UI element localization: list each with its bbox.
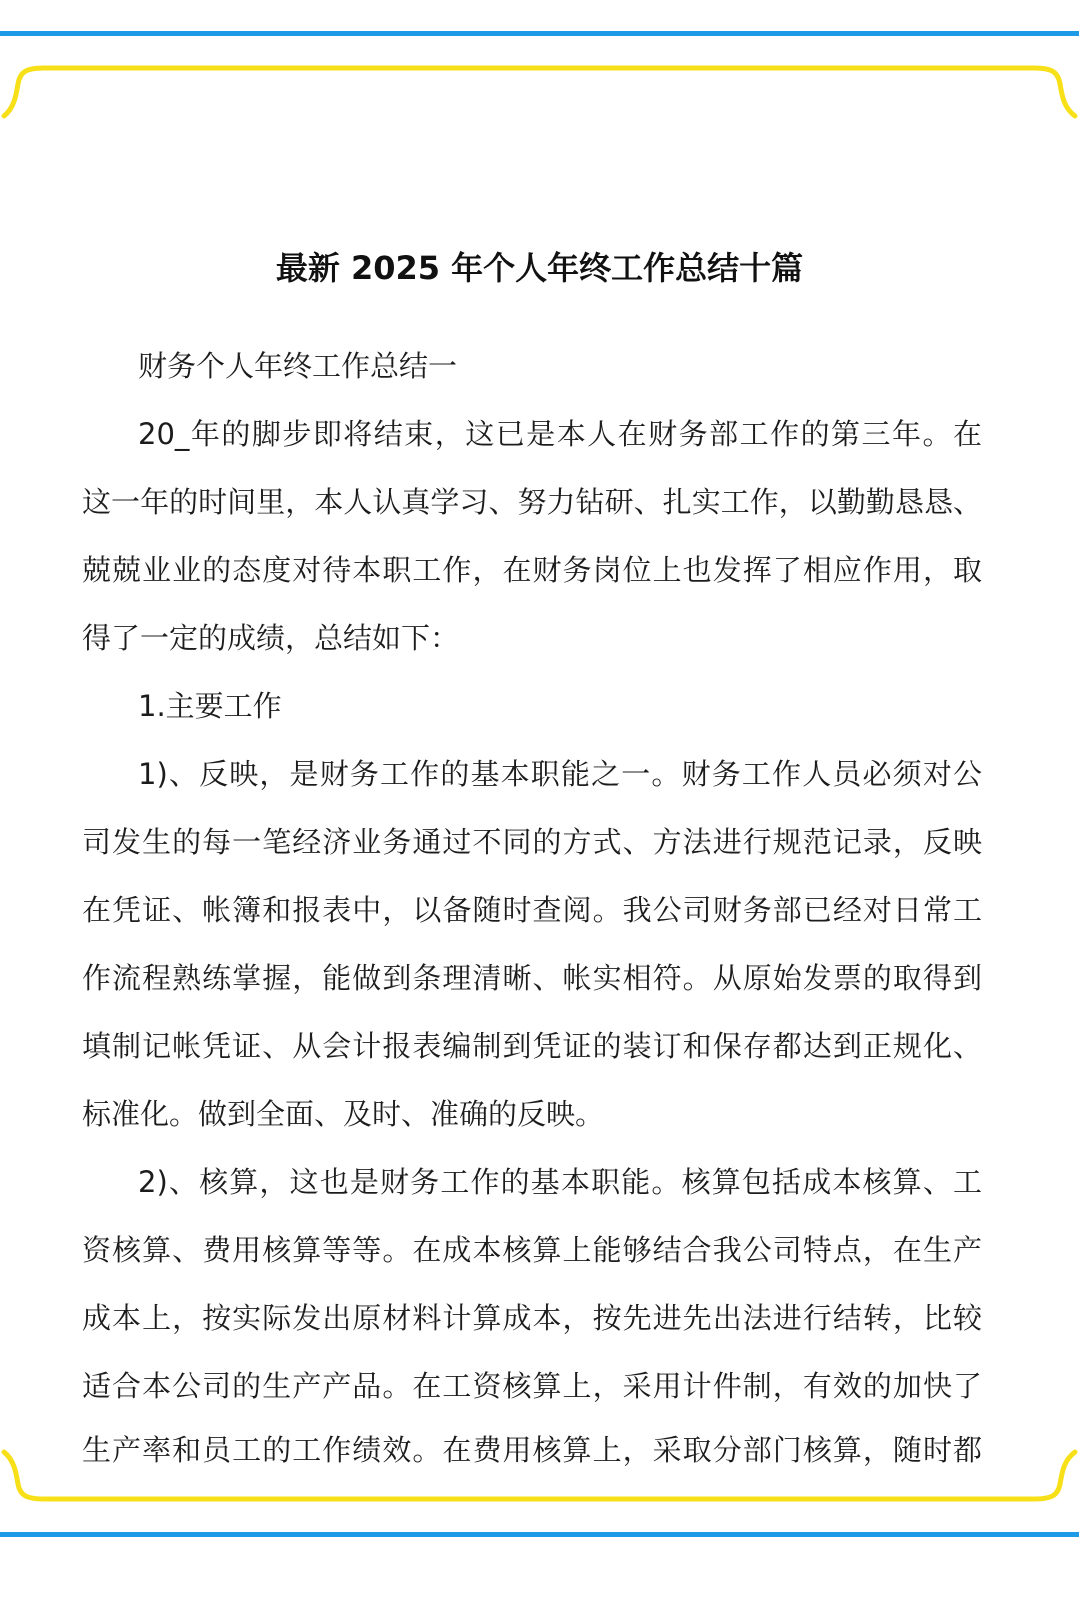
paragraph-line: 司发生的每一笔经济业务通过不同的方式、方法进行规范记录，反映 xyxy=(82,825,982,859)
document-title: 最新 2025 年个人年终工作总结十篇 xyxy=(275,249,804,287)
paragraph-line: 资核算、费用核算等等。在成本核算上能够结合我公司特点，在生产 xyxy=(82,1233,982,1267)
paragraph-line: 适合本公司的生产产品。在工资核算上，采用计件制，有效的加快了 xyxy=(82,1369,982,1403)
paragraph-line: 得了一定的成绩，总结如下： xyxy=(82,621,460,655)
top-blue-rule xyxy=(0,31,1079,36)
paragraph-line: 填制记帐凭证、从会计报表编制到凭证的装订和保存都达到正规化、 xyxy=(82,1029,982,1063)
paragraph-line: 这一年的时间里，本人认真学习、努力钻研、扎实工作，以勤勤恳恳、 xyxy=(82,485,982,519)
top-yellow-bracket xyxy=(4,68,1075,116)
paragraph-line: 成本上，按实际发出原材料计算成本，按先进先出法进行结转，比较 xyxy=(82,1301,982,1335)
subsection-heading: 1.主要工作 xyxy=(138,689,282,723)
paragraph-line: 在凭证、帐簿和报表中，以备随时查阅。我公司财务部已经对日常工 xyxy=(82,893,982,927)
paragraph-line: 作流程熟练掌握，能做到条理清晰、帐实相符。从原始发票的取得到 xyxy=(82,961,982,995)
paragraph-line: 1)、反映，是财务工作的基本职能之一。财务工作人员必须对公 xyxy=(138,757,982,791)
paragraph-line: 生产率和员工的工作绩效。在费用核算上，采取分部门核算，随时都 xyxy=(82,1433,982,1467)
paragraph-line: 2)、核算，这也是财务工作的基本职能。核算包括成本核算、工 xyxy=(138,1165,982,1199)
paragraph-line: 20_年的脚步即将结束，这已是本人在财务部工作的第三年。在 xyxy=(138,417,982,451)
section-heading: 财务个人年终工作总结一 xyxy=(138,349,458,383)
paragraph-line: 兢兢业业的态度对待本职工作，在财务岗位上也发挥了相应作用，取 xyxy=(82,553,982,587)
paragraph-line: 标准化。做到全面、及时、准确的反映。 xyxy=(82,1097,605,1131)
bottom-blue-rule xyxy=(0,1532,1079,1537)
